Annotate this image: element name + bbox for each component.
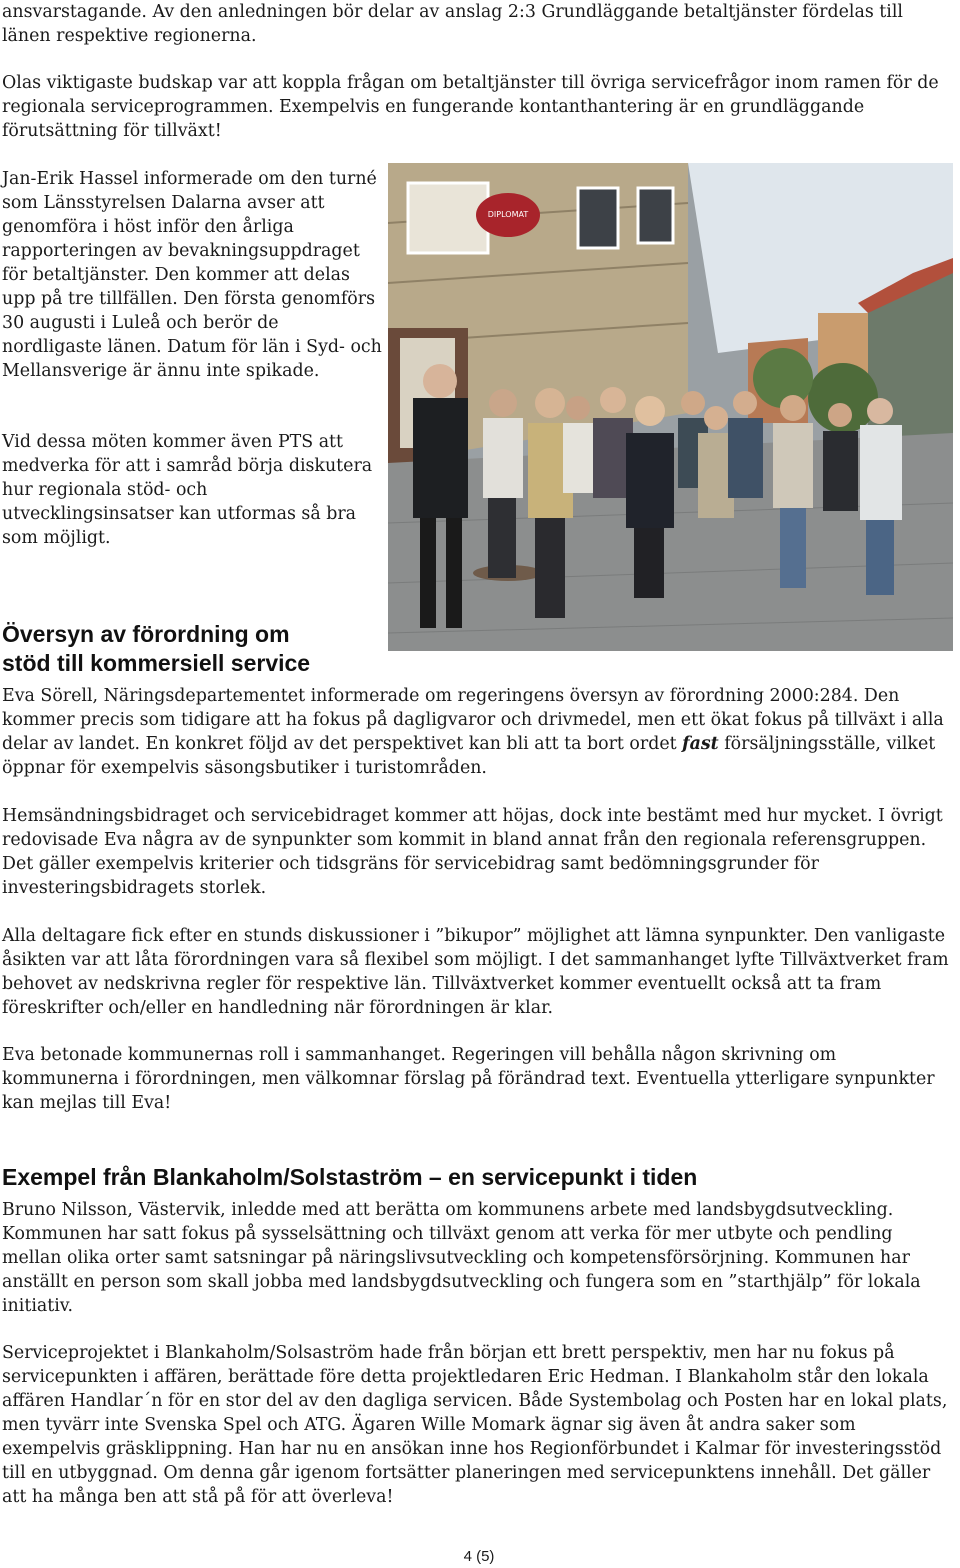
paragraph-ola: Olas viktigaste budskap var att koppla frågan om betaltjänster till övriga servicefrågor inom ramen för de regionala serviceprogrammen. Exempelvis en fungerande kontanthantering är en grundläggande förutsättning för tillväxt! [2,73,939,141]
group-photo-illustration [388,163,953,651]
page-number-text: 4 (5) [463,1548,495,1565]
paragraph-serviceprojektet: Serviceprojektet i Blankaholm/Solsaström hade från början ett brett perspektiv, men har nu fokus på servicepunkten i affären, berättade före detta projektledaren Eric Hedman. I Blankaholm står den lokala affären Handlar´n för en stor del av den dagliga servicen. Både Systembolag och Posten har en lokal plats, men tyvärr inte Svenska Spel och ATG. Ägaren Wille Momark ägnar sig även åt andra saker som exempelvis gräsklippning. Han har nu en ansökan inne hos Regionförbundet i Kalmar för investeringsstöd till en utbyggnad. Om denna går igenom fortsätter planeringen med servicepunktens innehåll. Det gäller att ha många ben att stå på för att överleva! [2,1343,948,1507]
page-number [0,1548,960,1565]
heading-forordning-line1: Översyn av förordning om [2,621,290,647]
heading-forordning [2,620,310,678]
paragraph-bidrag: Hemsändningsbidraget och servicebidraget kommer att höjas, dock inte bestämt med hur mycket. I övrigt redovisade Eva några av de synpunkter som kommit in bland annat från den regionala referensgruppen. Det gäller exempelvis kriterier och tidsgräns för servicebidrag samt bedömningsgrunder för investeringsbidragets storlek. [2,806,943,898]
paragraph-bruno-nilsson: Bruno Nilsson, Västervik, inledde med att berätta om kommunens arbete med landsbygdsutveckling. Kommunen har satt fokus på sysselsättning och tillväxt genom att verka för mer utbyte och pendling mellan olika orter samt satsningar på näringslivsutveckling och kompetensförsörjning. Kommunen har anställt en person som skall jobba med landsbygdsutveckling och fungera som en ”starthjälp” för lokala initiativ. [2,1200,921,1316]
paragraph-intro-continued: ansvarstagande. Av den anledningen bör delar av anslag 2:3 Grundläggande betaltjänster fördelas till länen respektive regionerna. [2,2,903,46]
paragraph-eva-sorell-end: försäljningsställe, vilket öppnar för exempelvis säsongsbutiker i turistområden. [2,734,936,778]
paragraph-pts: Vid dessa möten kommer även PTS att medverka för att i samråd börja diskutera hur regionala stöd- och utvecklingsinsatser kan utformas så bra som möjligt. [2,432,373,548]
paragraph-eva-sorell-start: Eva Sörell, Näringsdepartementet informerade om regeringens översyn av förordning 2000:284. Den kommer precis som tidigare att ha fokus på dagligvaror och drivmedel, men ett ökat fokus på tillväxt i alla delar av landet. En konkret följd av det perspektivet kan bli att ta bort ordet [2,686,944,754]
emphasis-fast: fast [682,734,719,754]
paragraph-bikupor: Alla deltagare fick efter en stunds diskussioner i ”bikupor” möjlighet att lämna synpunkter. Den vanligaste åsikten var att låta förordningen vara så flexibel som möjligt. I det sammanhanget lyfte Tillväxtverket fram behovet av nedskrivna regler för respektive län. Tillväxtverket kommer eventuellt också att ta fram föreskrifter och/eller en handledning när förordningen är klar. [2,926,949,1018]
paragraph-jan-erik: Jan-Erik Hassel informerade om den turné som Länsstyrelsen Dalarna avser att genomföra i höst inför den årliga rapporteringen av bevakningsuppdraget för betaltjänster. Den kommer att delas upp på tre tillfällen. Den första genomförs 30 augusti i Luleå och berör de nordligaste länen. Datum för län i Syd- och Mellansverige är ännu inte spikade. [2,169,382,381]
group-photo [388,163,953,651]
heading-forordning-line2: stöd till kommersiell service [2,650,311,676]
sign-diplomat: DIPLOMAT [487,210,529,219]
paragraph-eva-sorell [2,684,952,780]
paragraph-kommuner: Eva betonade kommunernas roll i sammanhanget. Regeringen vill behålla någon skrivning om kommunerna i förordningen, men välkomnar förslag på förändrad text. Eventuella ytterligare synpunkter kan mejlas till Eva! [2,1045,935,1113]
heading-blankaholm: Exempel från Blankaholm/Solstaström – en servicepunkt i tiden [2,1164,698,1190]
